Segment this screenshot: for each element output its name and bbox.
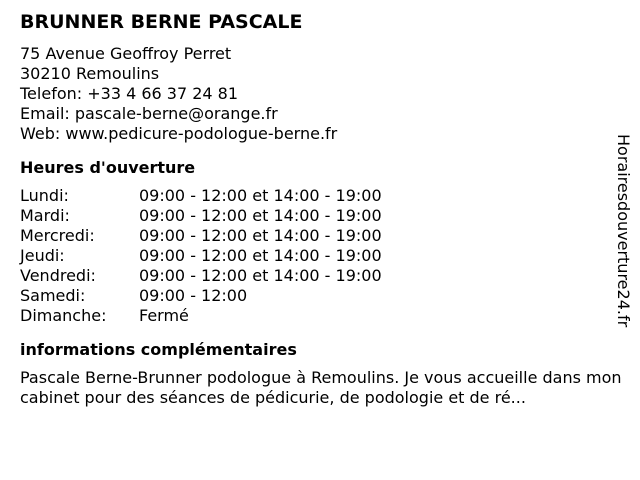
site-watermark: Horairesdouverture24.fr (614, 134, 633, 328)
day-label: Mardi: (20, 206, 70, 225)
hours-table (20, 186, 620, 326)
business-card (20, 10, 620, 408)
day-hours: 09:00 - 12:00 (139, 286, 248, 305)
business-name: BRUNNER BERNE PASCALE (20, 11, 303, 33)
day-hours: Fermé (139, 306, 189, 325)
hours-row-thursday (20, 246, 620, 266)
day-hours: 09:00 - 12:00 et 14:00 - 19:00 (139, 226, 382, 245)
info-description: Pascale Berne-Brunner podologue à Remoulins. Je vous accueille dans mon cabinet pour des séances de pédicurie, de podologie et de ré... (20, 368, 622, 407)
phone-line[interactable]: Telefon: +33 4 66 37 24 81 (20, 84, 239, 103)
hours-row-tuesday (20, 206, 620, 226)
web-line[interactable]: Web: www.pedicure-podologue-berne.fr (20, 124, 338, 143)
day-hours: 09:00 - 12:00 et 14:00 - 19:00 (139, 186, 382, 205)
day-label: Mercredi: (20, 226, 95, 245)
day-hours: 09:00 - 12:00 et 14:00 - 19:00 (139, 266, 382, 285)
address-line-1: 75 Avenue Geoffroy Perret (20, 44, 232, 63)
hours-row-friday (20, 266, 620, 286)
day-label: Samedi: (20, 286, 86, 305)
hours-heading: Heures d'ouverture (20, 158, 196, 177)
hours-row-sunday (20, 306, 620, 326)
day-label: Jeudi: (20, 246, 65, 265)
day-hours: 09:00 - 12:00 et 14:00 - 19:00 (139, 246, 382, 265)
email-line[interactable]: Email: pascale-berne@orange.fr (20, 104, 278, 123)
day-label: Lundi: (20, 186, 69, 205)
hours-row-saturday (20, 286, 620, 306)
address-line-2: 30210 Remoulins (20, 64, 160, 83)
hours-row-monday (20, 186, 620, 206)
day-hours: 09:00 - 12:00 et 14:00 - 19:00 (139, 206, 382, 225)
hours-row-wednesday (20, 226, 620, 246)
day-label: Dimanche: (20, 306, 107, 325)
info-heading: informations complémentaires (20, 340, 297, 359)
day-label: Vendredi: (20, 266, 96, 285)
